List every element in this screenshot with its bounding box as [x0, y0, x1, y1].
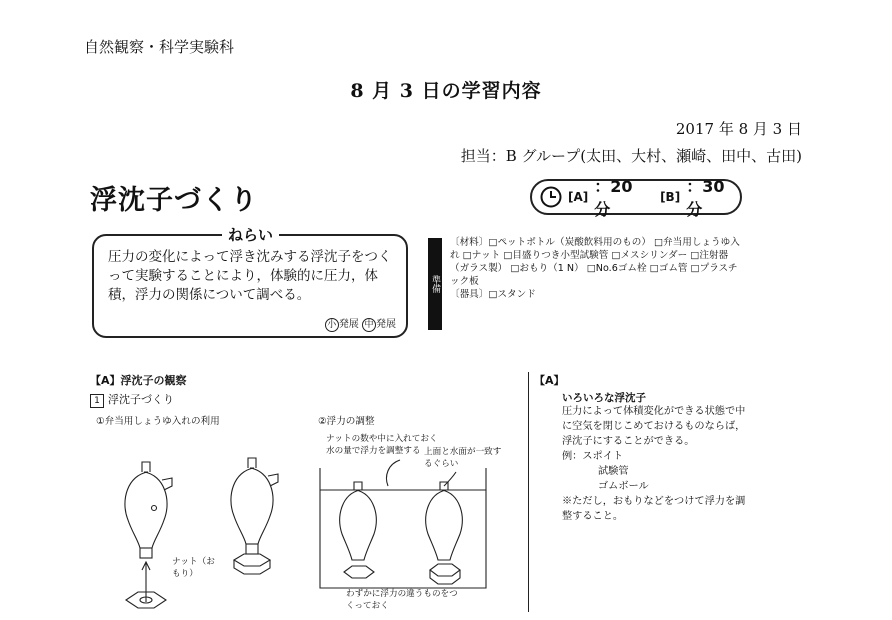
side-title: いろいろな浮沈子 [562, 392, 646, 404]
side-body [562, 404, 752, 524]
page-title: 8 月 3 日の学習内容 [350, 80, 542, 102]
prep-materials: 〔材料〕□ペットボトル（炭酸飲料用のもの） □弁当用しょうゆ入れ □ナット □目盛りつき小型試験管 □メスシリンダー □注射器（ガラス製） □おもり（1 N） □No.6ゴム栓 □ゴム管 □プラスチック板 [450, 237, 740, 287]
clock-icon [540, 186, 562, 208]
side-example-label: 例： [562, 451, 583, 462]
sub-number: 1 [90, 394, 104, 408]
time-b-value: ：30分 [686, 177, 725, 219]
side-text: 圧力によって体積変化ができる状態で中に空気を閉じこめておけるものならば，浮沈子にすることができる。 [562, 406, 746, 447]
prep-label: 準備 [428, 238, 442, 330]
side-example-2: 試験管 [598, 466, 629, 477]
prep-text [450, 236, 742, 301]
side-heading: 【A】 [534, 374, 565, 387]
column-divider [528, 372, 529, 612]
section-a-heading: 【A】浮沈子の観察 [90, 374, 187, 387]
owner-label: 担当：B グループ(太田、大村、瀬崎、田中、古田) [460, 147, 802, 165]
bottom-note: わずかに浮力の違うものをつくっておく [346, 589, 458, 611]
leader-line-2 [444, 472, 456, 486]
step2-note-b: 上面と水面が一致するぐらい [424, 447, 502, 469]
sub-title: 浮沈子づくり [108, 393, 174, 406]
nut-label: ナット（おもり） [172, 557, 215, 579]
time-box [530, 177, 742, 219]
side-example-3: ゴムボール [598, 481, 649, 492]
aim-tag2: 発展 [376, 319, 396, 330]
aim-title: ねらい [222, 224, 279, 245]
step2-label: ②浮力の調整 [318, 416, 375, 427]
step2-note: ナットの数や中に入れておく水の量で浮力を調整する [326, 434, 438, 456]
aim-box [92, 234, 408, 338]
prep-tools: 〔器具〕□スタンド [450, 289, 536, 300]
aim-tag1: 発展 [338, 319, 359, 330]
soy-container-1 [125, 462, 172, 558]
soy-container-2 [231, 458, 278, 574]
time-b-label: [B] [660, 190, 681, 204]
time-a-value: ：20分 [594, 177, 633, 219]
side-example-1: スポイト [582, 451, 624, 462]
leader-line-1 [387, 460, 401, 486]
date-label: 2017 年 8 月 3 日 [675, 120, 802, 138]
aim-text: 圧力の変化によって浮き沈みする浮沈子をつくって実験することにより，体験的に圧力，体積，浮力の関係について調べる。 [108, 249, 392, 303]
aim-tag1-mark: 小 [325, 318, 339, 332]
department-label: 自然観察・科学実験科 [84, 38, 235, 56]
section-a-sub [90, 391, 174, 408]
experiment-illustration [88, 420, 528, 616]
aim-tag2-mark: 中 [362, 318, 376, 332]
time-a-label: [A] [568, 190, 589, 204]
step1-label: ①弁当用しょうゆ入れの利用 [96, 416, 220, 427]
side-note: ※ただし，おもりなどをつけて浮力を調整すること。 [562, 496, 746, 522]
aim-tags [325, 315, 396, 332]
side-example-row [562, 449, 752, 464]
activity-title: 浮沈子づくり [90, 185, 258, 216]
